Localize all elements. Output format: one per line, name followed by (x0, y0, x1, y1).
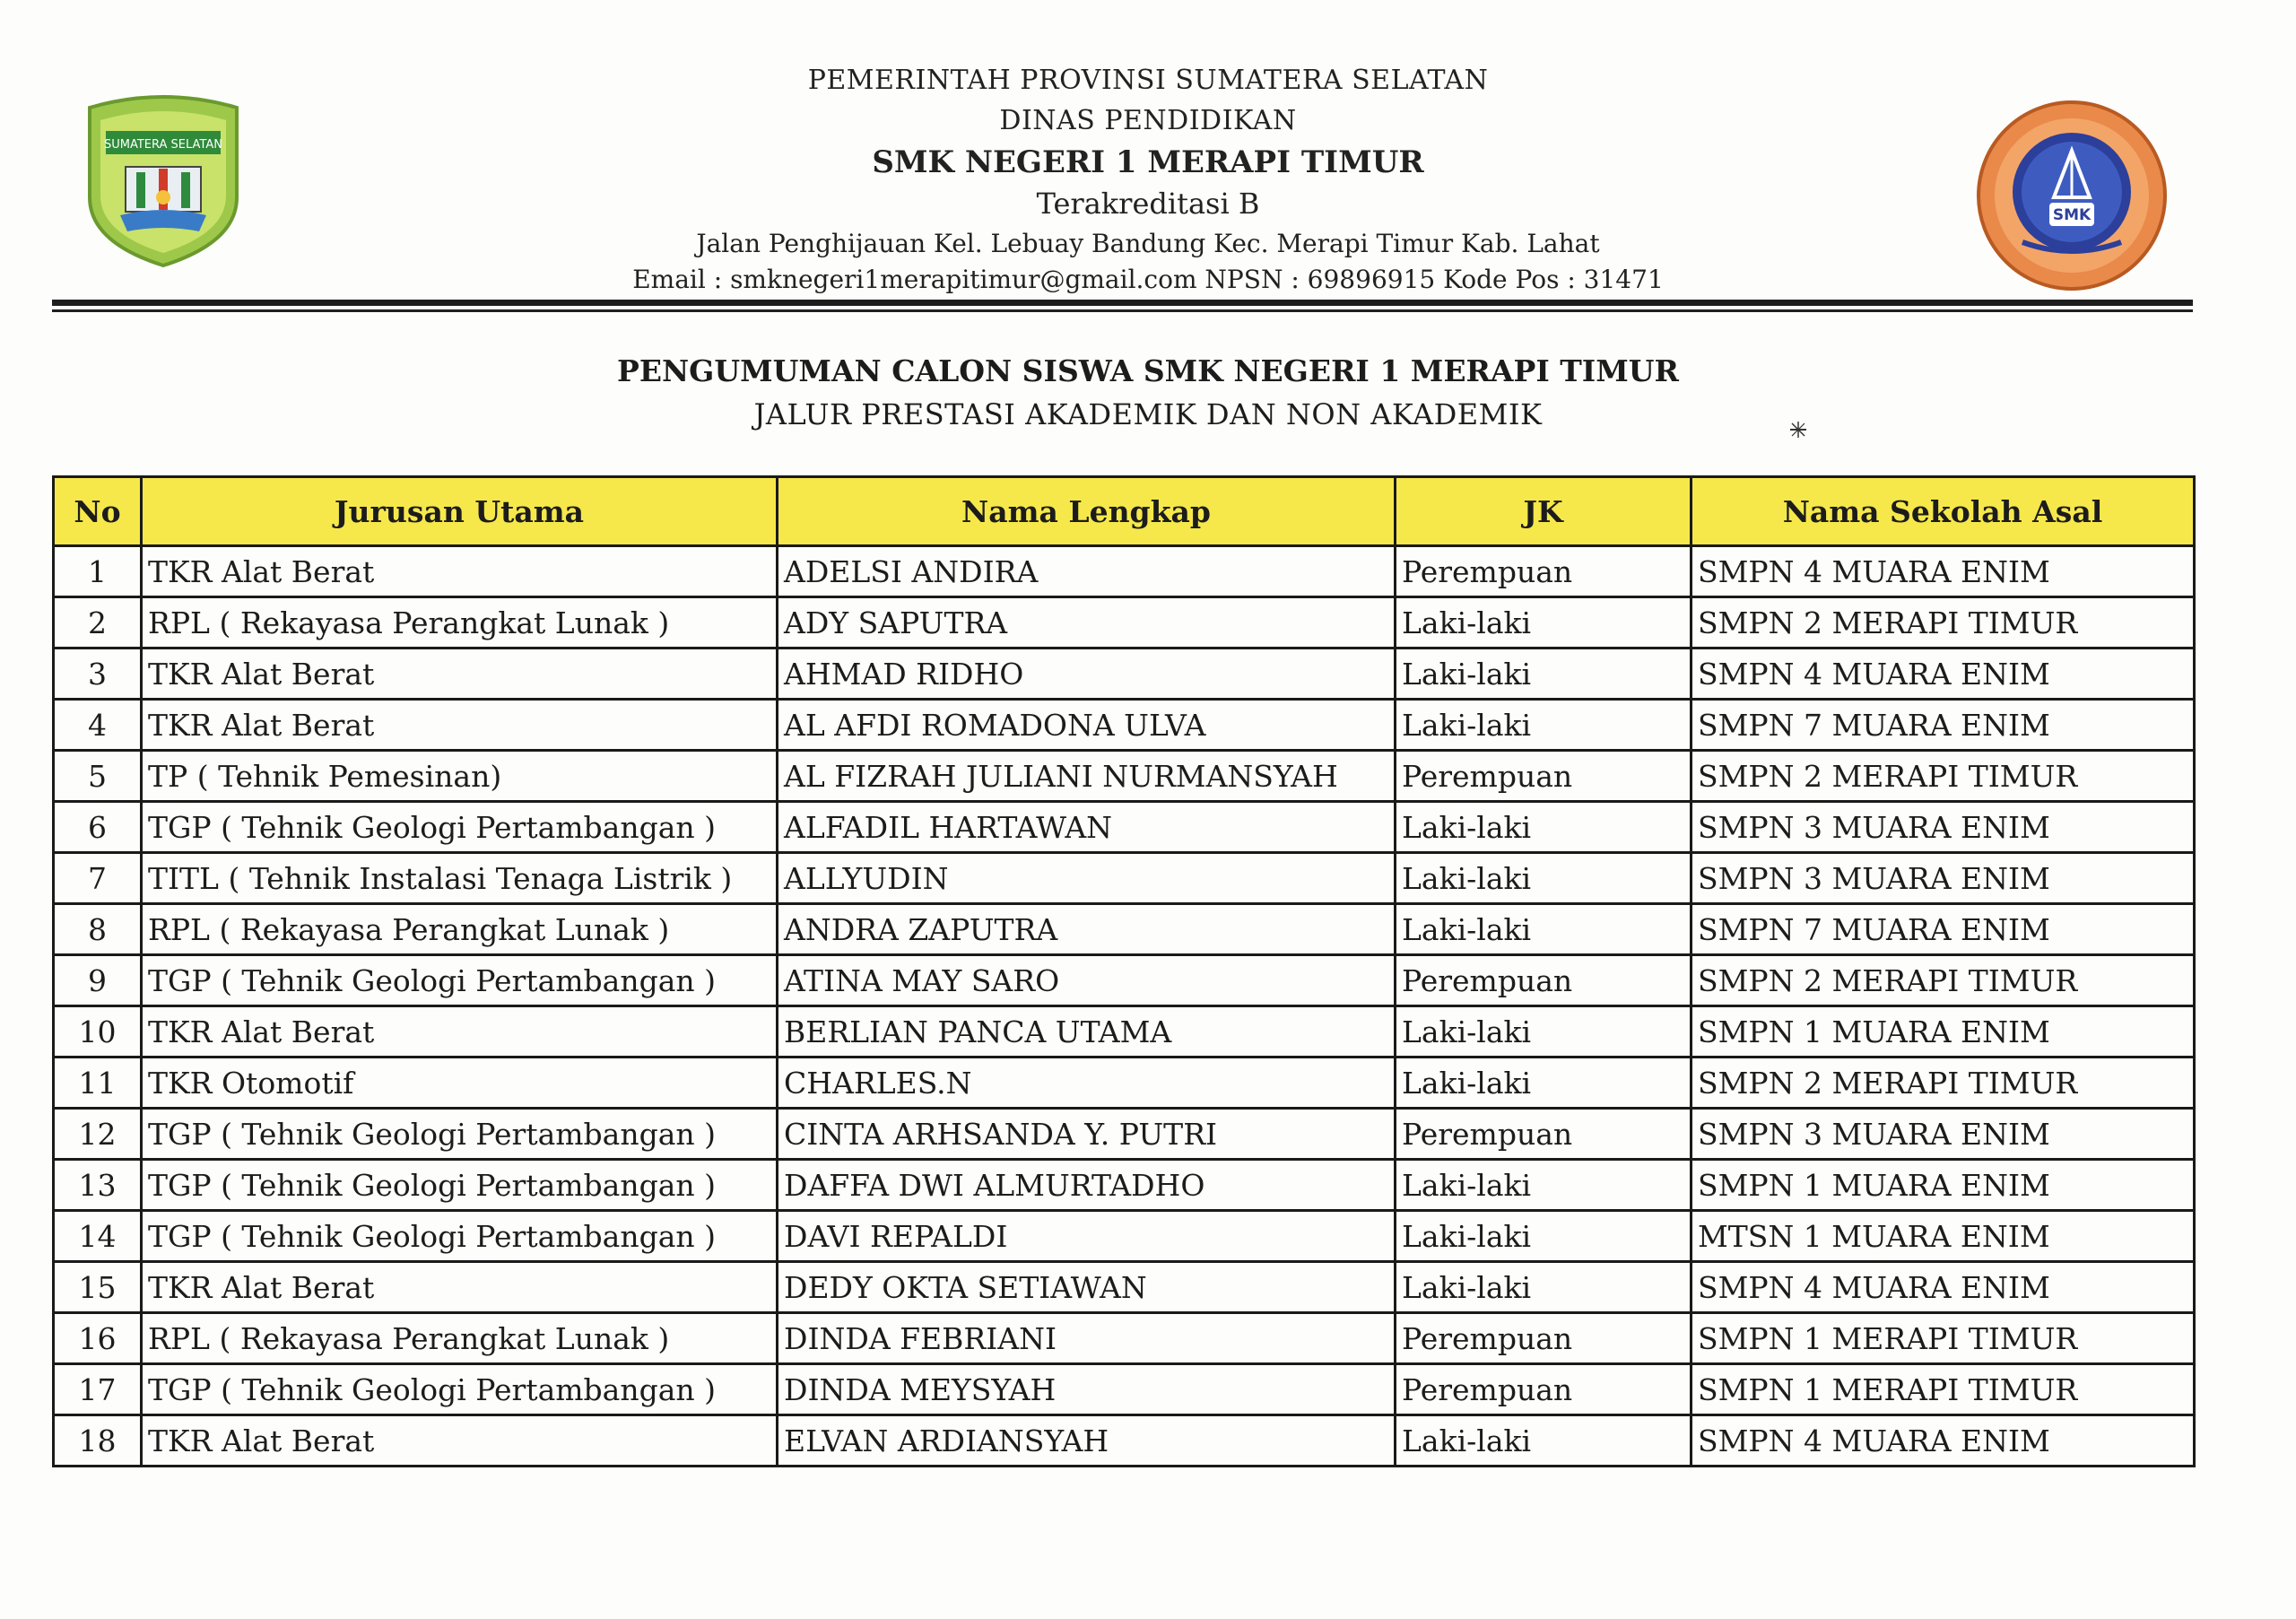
cell-gender: Perempuan (1396, 1109, 1692, 1160)
cell-full-name: ALLYUDIN (778, 853, 1396, 904)
cell-gender: Laki-laki (1396, 1006, 1692, 1058)
table-row (54, 648, 2195, 700)
cell-origin-school: SMPN 1 MERAPI TIMUR (1692, 1313, 2195, 1364)
cell-origin-school: SMPN 4 MUARA ENIM (1692, 648, 2195, 700)
cell-major: TKR Alat Berat (142, 1415, 778, 1467)
government-line: PEMERINTAH PROVINSI SUMATERA SELATAN (807, 65, 1489, 96)
table-row (54, 1313, 2195, 1364)
cell-origin-school: SMPN 2 MERAPI TIMUR (1692, 955, 2195, 1006)
department-line: DINAS PENDIDIKAN (999, 105, 1297, 136)
cell-gender: Laki-laki (1396, 1058, 1692, 1109)
column-header-major: Jurusan Utama (142, 477, 778, 546)
student-roster-table (52, 475, 2196, 1467)
cell-major: TKR Alat Berat (142, 546, 778, 597)
cell-full-name: DAFFA DWI ALMURTADHO (778, 1160, 1396, 1211)
announcement-subtitle: JALUR PRESTASI AKADEMIK DAN NON AKADEMIK (753, 397, 1543, 431)
cell-gender: Laki-laki (1396, 1160, 1692, 1211)
cell-origin-school: SMPN 2 MERAPI TIMUR (1692, 1058, 2195, 1109)
cell-origin-school: SMPN 1 MUARA ENIM (1692, 1160, 2195, 1211)
table-row (54, 1415, 2195, 1467)
cell-origin-school: SMPN 4 MUARA ENIM (1692, 1415, 2195, 1467)
cell-major: TGP ( Tehnik Geologi Pertambangan ) (142, 1211, 778, 1262)
cell-gender: Laki-laki (1396, 597, 1692, 648)
table-row (54, 1006, 2195, 1058)
table-row (54, 1058, 2195, 1109)
cell-full-name: DAVI REPALDI (778, 1211, 1396, 1262)
scan-speck (1788, 420, 1808, 440)
accreditation-line: Terakreditasi B (1036, 187, 1260, 221)
cell-gender: Laki-laki (1396, 853, 1692, 904)
table-row (54, 546, 2195, 597)
emblem-lettering: SUMATERA SELATAN (104, 138, 222, 152)
cell-origin-school: SMPN 2 MERAPI TIMUR (1692, 751, 2195, 802)
table-row (54, 904, 2195, 955)
cell-major: RPL ( Rekayasa Perangkat Lunak ) (142, 1313, 778, 1364)
cell-major: TKR Alat Berat (142, 1262, 778, 1313)
cell-full-name: DINDA MEYSYAH (778, 1364, 1396, 1415)
cell-origin-school: SMPN 1 MERAPI TIMUR (1692, 1364, 2195, 1415)
cell-gender: Laki-laki (1396, 1211, 1692, 1262)
cell-gender: Laki-laki (1396, 802, 1692, 853)
cell-major: TGP ( Tehnik Geologi Pertambangan ) (142, 955, 778, 1006)
letterhead-rule-thick (52, 300, 2193, 306)
cell-full-name: DINDA FEBRIANI (778, 1313, 1396, 1364)
cell-full-name: BERLIAN PANCA UTAMA (778, 1006, 1396, 1058)
cell-full-name: CHARLES.N (778, 1058, 1396, 1109)
cell-gender: Perempuan (1396, 751, 1692, 802)
cell-no: 17 (54, 1364, 142, 1415)
cell-origin-school: SMPN 4 MUARA ENIM (1692, 1262, 2195, 1313)
cell-gender: Laki-laki (1396, 1415, 1692, 1467)
cell-no: 9 (54, 955, 142, 1006)
table-row (54, 1211, 2195, 1262)
cell-full-name: ADELSI ANDIRA (778, 546, 1396, 597)
cell-origin-school: SMPN 3 MUARA ENIM (1692, 1109, 2195, 1160)
announcement-title: PENGUMUMAN CALON SISWA SMK NEGERI 1 MERAPI TIMUR (617, 353, 1679, 388)
table-row (54, 1364, 2195, 1415)
column-header-origin-school: Nama Sekolah Asal (1692, 477, 2195, 546)
cell-major: TKR Alat Berat (142, 648, 778, 700)
cell-gender: Laki-laki (1396, 1262, 1692, 1313)
table-header-row (54, 477, 2195, 546)
cell-no: 2 (54, 597, 142, 648)
school-name: SMK NEGERI 1 MERAPI TIMUR (872, 144, 1424, 180)
cell-origin-school: SMPN 3 MUARA ENIM (1692, 802, 2195, 853)
cell-gender: Perempuan (1396, 955, 1692, 1006)
cell-origin-school: SMPN 1 MUARA ENIM (1692, 1006, 2195, 1058)
cell-major: TKR Alat Berat (142, 1006, 778, 1058)
column-header-no: No (54, 477, 142, 546)
cell-no: 4 (54, 700, 142, 751)
cell-origin-school: SMPN 7 MUARA ENIM (1692, 904, 2195, 955)
table-row (54, 700, 2195, 751)
cell-major: TP ( Tehnik Pemesinan) (142, 751, 778, 802)
cell-no: 6 (54, 802, 142, 853)
province-emblem-logo (74, 90, 253, 269)
table-row (54, 802, 2195, 853)
cell-major: RPL ( Rekayasa Perangkat Lunak ) (142, 904, 778, 955)
cell-origin-school: MTSN 1 MUARA ENIM (1692, 1211, 2195, 1262)
cell-major: RPL ( Rekayasa Perangkat Lunak ) (142, 597, 778, 648)
cell-origin-school: SMPN 4 MUARA ENIM (1692, 546, 2195, 597)
table-row (54, 955, 2195, 1006)
contact-line: Email : smknegeri1merapitimur@gmail.com NPSN : 69896915 Kode Pos : 31471 (632, 265, 1664, 294)
cell-full-name: ALFADIL HARTAWAN (778, 802, 1396, 853)
letterhead (574, 61, 1722, 296)
cell-no: 1 (54, 546, 142, 597)
cell-origin-school: SMPN 2 MERAPI TIMUR (1692, 597, 2195, 648)
cell-no: 10 (54, 1006, 142, 1058)
table-row (54, 1109, 2195, 1160)
cell-gender: Perempuan (1396, 1313, 1692, 1364)
cell-origin-school: SMPN 7 MUARA ENIM (1692, 700, 2195, 751)
cell-origin-school: SMPN 3 MUARA ENIM (1692, 853, 2195, 904)
cell-no: 11 (54, 1058, 142, 1109)
cell-no: 13 (54, 1160, 142, 1211)
letterhead-rule-thin (52, 309, 2193, 312)
cell-no: 14 (54, 1211, 142, 1262)
cell-no: 5 (54, 751, 142, 802)
cell-full-name: ATINA MAY SARO (778, 955, 1396, 1006)
cell-full-name: DEDY OKTA SETIAWAN (778, 1262, 1396, 1313)
table-row (54, 597, 2195, 648)
column-header-full-name: Nama Lengkap (778, 477, 1396, 546)
cell-no: 3 (54, 648, 142, 700)
cell-full-name: ADY SAPUTRA (778, 597, 1396, 648)
table-row (54, 853, 2195, 904)
cell-full-name: ELVAN ARDIANSYAH (778, 1415, 1396, 1467)
table-row (54, 751, 2195, 802)
cell-gender: Laki-laki (1396, 904, 1692, 955)
cell-gender: Laki-laki (1396, 648, 1692, 700)
cell-full-name: AL AFDI ROMADONA ULVA (778, 700, 1396, 751)
table-body (54, 546, 2195, 1467)
address-line: Jalan Penghijauan Kel. Lebuay Bandung Kec. Merapi Timur Kab. Lahat (696, 229, 1600, 258)
cell-full-name: ANDRA ZAPUTRA (778, 904, 1396, 955)
emblem-smk-text: SMK (2052, 206, 2092, 224)
cell-no: 7 (54, 853, 142, 904)
cell-major: TITL ( Tehnik Instalasi Tenaga Listrik ) (142, 853, 778, 904)
cell-gender: Laki-laki (1396, 700, 1692, 751)
cell-gender: Perempuan (1396, 546, 1692, 597)
cell-full-name: AHMAD RIDHO (778, 648, 1396, 700)
cell-full-name: AL FIZRAH JULIANI NURMANSYAH (778, 751, 1396, 802)
cell-major: TGP ( Tehnik Geologi Pertambangan ) (142, 802, 778, 853)
table-row (54, 1262, 2195, 1313)
cell-major: TGP ( Tehnik Geologi Pertambangan ) (142, 1109, 778, 1160)
column-header-gender: JK (1396, 477, 1692, 546)
cell-major: TGP ( Tehnik Geologi Pertambangan ) (142, 1364, 778, 1415)
table-row (54, 1160, 2195, 1211)
cell-major: TGP ( Tehnik Geologi Pertambangan ) (142, 1160, 778, 1211)
cell-major: TKR Otomotif (142, 1058, 778, 1109)
cell-no: 12 (54, 1109, 142, 1160)
smk-emblem-logo (1969, 99, 2175, 292)
cell-gender: Perempuan (1396, 1364, 1692, 1415)
cell-full-name: CINTA ARHSANDA Y. PUTRI (778, 1109, 1396, 1160)
cell-no: 8 (54, 904, 142, 955)
cell-major: TKR Alat Berat (142, 700, 778, 751)
cell-no: 18 (54, 1415, 142, 1467)
cell-no: 15 (54, 1262, 142, 1313)
cell-no: 16 (54, 1313, 142, 1364)
